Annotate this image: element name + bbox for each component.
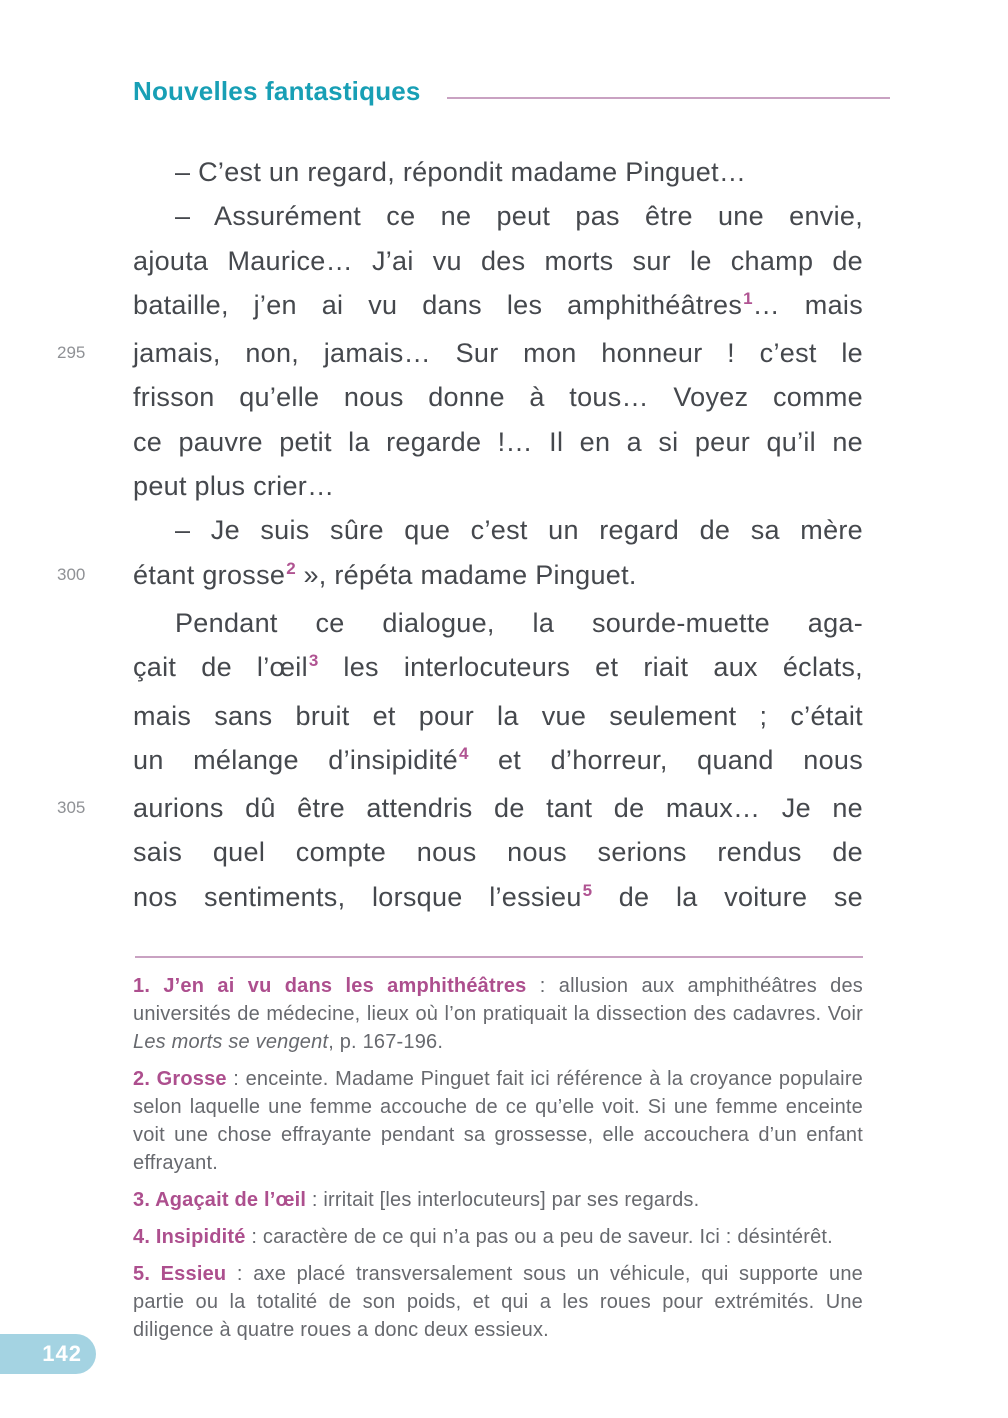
footnote-ref: 3 — [308, 651, 319, 671]
footnote-separator-rule — [135, 956, 863, 958]
text-line: sais quel compte nous nous serions rendus de — [133, 837, 863, 868]
footnote-ref: 5 — [582, 880, 593, 900]
text-line: mais sans bruit et pour la vue seulement ; c’était — [133, 700, 863, 731]
footnote-ref: 4 — [459, 743, 469, 763]
line-number: 295 — [57, 343, 86, 363]
footnote-label: 2. Grosse — [133, 1068, 227, 1090]
text-line: çait de l’œil$^3$ les interlocuteurs et riait aux éclats, — [133, 651, 863, 683]
page-number: 142 — [42, 1341, 82, 1366]
footnote: 4. Insipidité : caractère de ce qui n’a pas ou a peu de saveur. Ici : désintérêt. — [133, 1226, 833, 1248]
text-line: frisson qu’elle nous donne à tous… Voyez comme — [133, 382, 863, 413]
text-line: – Assurément ce ne peut pas être une envie, — [175, 201, 863, 232]
footnote-label: 5. Essieu — [133, 1263, 227, 1285]
text-line: bataille, j’en ai vu dans les amphithéâtres$^1$… mais — [133, 288, 863, 320]
text-line: ce pauvre petit la regarde !… Il en a si peur qu’il ne — [133, 426, 863, 457]
text-line: Pendant ce dialogue, la sourde-muette aga- — [175, 607, 863, 638]
chapter-title: Nouvelles fantastiques — [133, 76, 421, 106]
header-rule — [447, 97, 890, 99]
footnotes-section — [133, 972, 863, 1353]
text-line: ajouta Maurice… J’ai vu des morts sur le champ de — [133, 245, 863, 276]
line-number: 305 — [57, 798, 86, 818]
footnote: 5. Essieu : axe placé transversalement sous un véhicule, qui supporte une partie ou la totalité de son poids, et qui a les roues pour extrémités. Une diligence à quatre roues a donc deux essieux. — [133, 1263, 863, 1341]
text-line: 300 étant grosse$^2$ », répéta madame Pinguet. — [133, 553, 863, 601]
text-line: – Je suis sûre que c’est un regard de sa mère — [175, 515, 863, 546]
footnote: 2. Grosse : enceinte. Madame Pinguet fait ici référence à la croyance populaire selon laquelle une femme accouche de ce qu’elle voit. Si une femme enceinte voit une chose effrayante pendant sa grossesse, elle accouchera d’un enfant effrayant. — [133, 1068, 863, 1174]
footnote-ref: 2 — [286, 558, 296, 578]
text-line: peut plus crier… — [133, 471, 335, 502]
text-line: nos sentiments, lorsque l’essieu$^5$ de la voiture se — [133, 880, 864, 912]
footnote-label: 3. Agaçait de l’œil — [133, 1189, 307, 1211]
footnote-label: 1. J’en ai vu dans les amphithéâtres — [133, 975, 527, 997]
line-number: 300 — [57, 564, 86, 584]
italic-title: Les morts se vengent — [133, 1031, 329, 1053]
body-text — [57, 150, 864, 923]
footnote-ref: 1 — [743, 288, 753, 308]
page-number-badge — [0, 1334, 96, 1374]
text-line: un mélange d’insipidité$^4$ et d’horreur, quand nous — [133, 743, 863, 775]
footnote-label: 4. Insipidité — [133, 1226, 246, 1248]
text-line: 305 aurions dû être attendris de tant de maux… Je ne — [133, 786, 863, 830]
footnote: 3. Agaçait de l’œil : irritait [les interlocuteurs] par ses regards. — [133, 1189, 700, 1211]
text-line: – C’est un regard, répondit madame Pinguet… — [175, 157, 747, 187]
text-line: 295 jamais, non, jamais… Sur mon honneur ! c’est le — [133, 331, 863, 375]
footnote: 1. J’en ai vu dans les amphithéâtres : allusion aux amphithéâtres des universités de médecine, lieux où l’on pratiquait la dissection des cadavres. Voir Les morts se vengent, p. 167-196. — [133, 975, 863, 1053]
